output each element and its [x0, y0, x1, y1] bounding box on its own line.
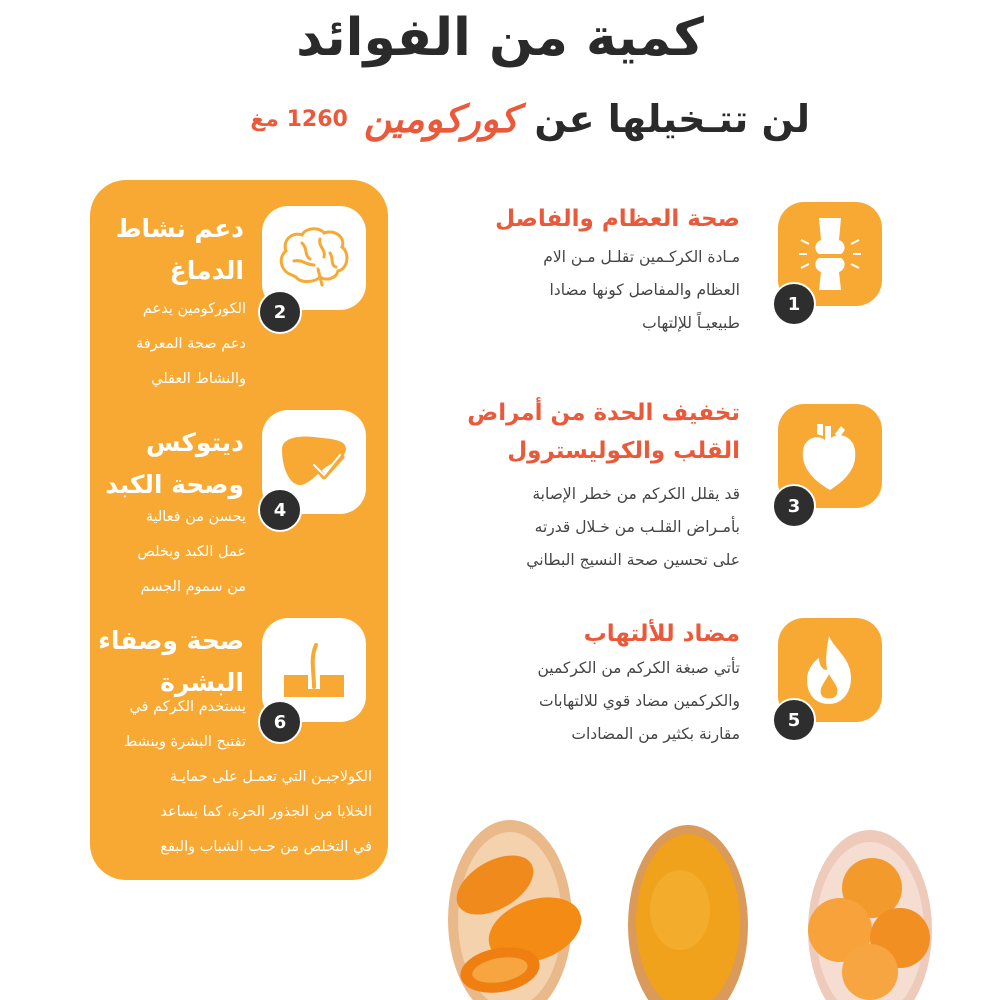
benefit-desc-line: دعم صحة المعرفة: [136, 336, 246, 352]
flame-icon: [795, 630, 865, 710]
benefit-title-line: وصحة الكبد: [105, 470, 244, 499]
benefit-title-brain: [100, 208, 244, 292]
benefit-title-line: صحة وصفاء: [98, 626, 244, 655]
benefit-title-line: صحة العظام والفاصل: [495, 206, 740, 232]
number-badge-1: 1: [772, 282, 816, 326]
number-badge-3: 3: [772, 484, 816, 528]
turmeric-powder-spoon: [628, 825, 748, 1000]
page-title: كمية من الفوائد: [296, 8, 704, 68]
benefit-desc-line: في التخلص من حـب الشباب والبقع: [160, 839, 372, 855]
benefit-title-line: القلب والكوليسترول: [507, 438, 740, 464]
benefit-desc-line: يستخدم الكركم في: [129, 699, 246, 715]
subtitle-text: لن تتـخيلها عن: [534, 97, 810, 141]
benefit-desc-line: بأمـراض القلـب من خـلال قدرته: [534, 518, 740, 536]
benefit-desc-line: العظام والمفاصل كونها مضادا: [549, 281, 740, 299]
benefit-desc-brain: [100, 292, 246, 397]
joint-bone-icon: [795, 214, 865, 294]
benefit-title-line: البشرة: [160, 668, 244, 697]
benefit-title-joints: [440, 200, 740, 238]
skin-hair-icon: [274, 635, 354, 705]
brain-icon: [274, 223, 354, 293]
benefit-desc-line: والنشاط العقلي: [151, 371, 246, 387]
benefit-desc-line: طبيعيـاً للإلتهاب: [642, 314, 740, 332]
benefit-desc-joints: [440, 241, 740, 340]
benefit-desc-line: عمل الكبد ويخلص: [137, 544, 246, 560]
benefit-desc-skin-continued: [100, 760, 372, 865]
benefit-desc-line: تفتيح البشرة وينشط: [123, 734, 246, 750]
benefit-title-line: الدماغ: [169, 256, 244, 285]
benefit-desc-line: على تحسين صحة النسيج البطاني: [526, 551, 740, 569]
subtitle-row: [150, 84, 810, 154]
brand-name: كوركومين: [363, 97, 519, 141]
benefit-title-line: ديتوكس: [146, 428, 244, 457]
benefit-title-line: مضاد للألتهاب: [583, 621, 740, 647]
benefit-desc-liver: [100, 500, 246, 605]
number-badge-5: 5: [772, 698, 816, 742]
benefit-desc-line: الخلايا من الجذور الحرة، كما يساعد: [160, 804, 372, 820]
benefit-desc-line: الكولاجيـن التي تعمـل على حمايـة: [169, 769, 372, 785]
turmeric-root-spoon: [447, 820, 591, 1000]
liver-check-icon: [274, 427, 354, 497]
benefit-desc-skin: [100, 690, 246, 760]
number-badge-2: 2: [258, 290, 302, 334]
turmeric-spoons-illustration: [440, 810, 1000, 1000]
benefit-title-line: تخفيف الحدة من أمراض: [467, 400, 740, 426]
number-badge-6: 6: [258, 700, 302, 744]
benefit-desc-line: يحسن من فعالية: [145, 509, 246, 525]
heart-icon: [795, 416, 865, 496]
benefit-desc-line: الكوركومين يدعم: [142, 301, 246, 317]
benefit-desc-heart: [440, 478, 740, 577]
benefit-desc-line: مـادة الكركـمين تقلـل مـن الام: [543, 248, 740, 266]
benefit-desc-inflammation: [440, 652, 740, 751]
benefit-desc-line: تأتي صبغة الكركم من الكركمين: [537, 659, 740, 677]
benefit-title-line: دعم نشاط: [115, 214, 244, 243]
benefit-desc-line: من سموم الجسم: [140, 579, 246, 595]
benefit-desc-line: قد يقلل الكركم من خطر الإصابة: [532, 485, 740, 503]
benefit-desc-line: والكركمين مضاد قوي للالتهابات: [538, 692, 740, 710]
benefit-title-heart: [440, 394, 740, 470]
benefit-desc-line: مقارنة بكثير من المضادات: [571, 725, 740, 743]
turmeric-capsule-spoon: [808, 830, 932, 1000]
benefit-title-liver: [100, 422, 244, 506]
number-badge-4: 4: [258, 488, 302, 532]
benefit-title-inflammation: [440, 615, 740, 653]
dose-label: 1260 مغ: [250, 106, 348, 132]
